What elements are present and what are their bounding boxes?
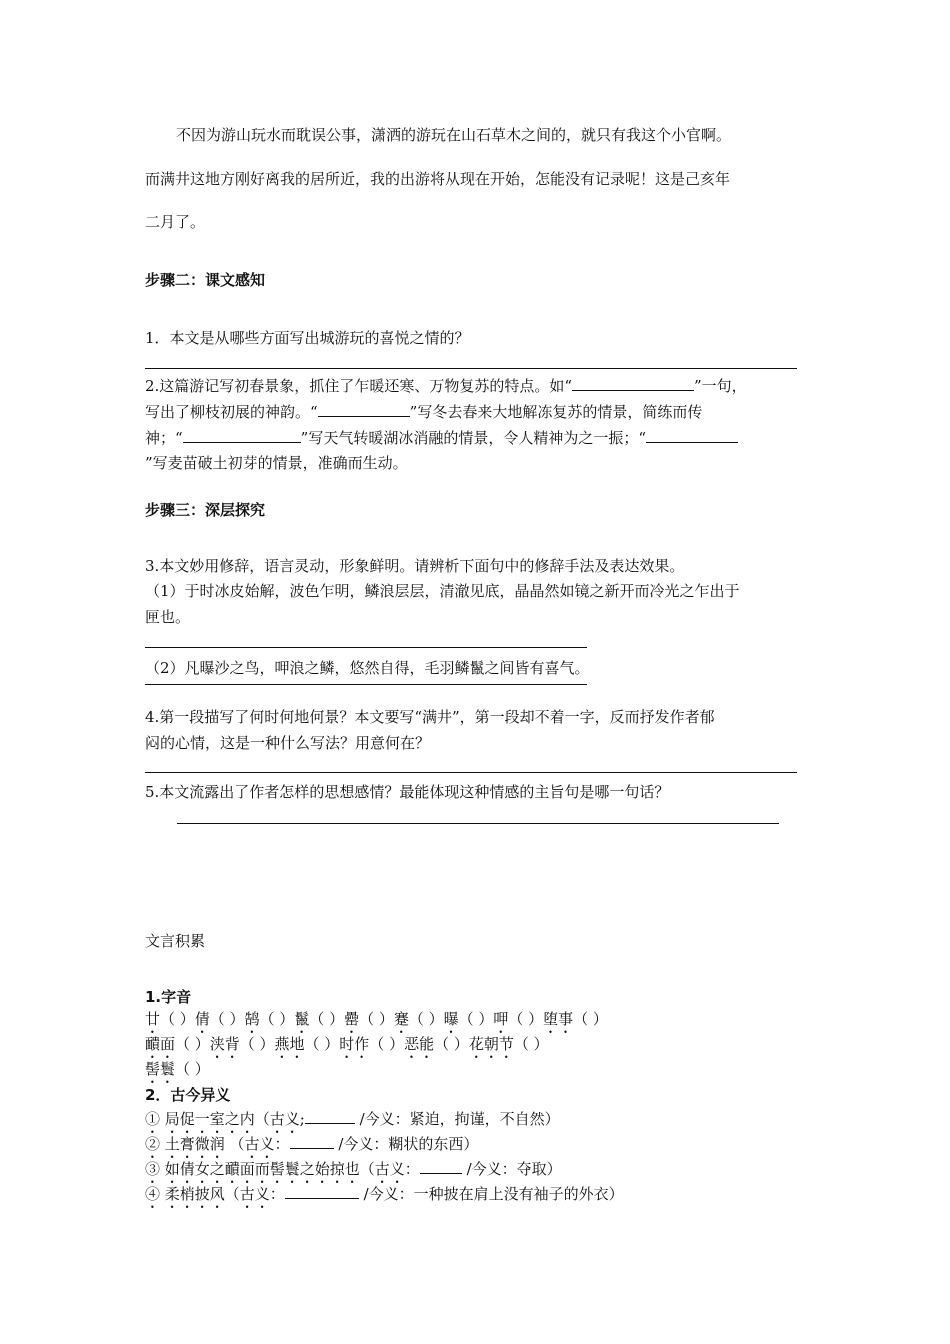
- q2-text-a: 2.这篇游记写初春景象，抓住了乍暖还寒、万物复苏的特点。如“: [145, 377, 572, 395]
- answer-line-q5[interactable]: [177, 823, 779, 824]
- answer-line-q3-1[interactable]: [145, 647, 587, 648]
- q2-text-d: ”写冬去春来大地解冻复苏的情景，简练而传: [409, 403, 703, 421]
- pronunciation-line-2: 靧面（ ）浃背（ ）燕地（ ）时作（ ）恶能（ ）花朝节（ ）: [145, 1035, 549, 1053]
- q2-text-e: 神；“: [145, 429, 183, 447]
- gujin-item-4: [145, 1183, 624, 1212]
- step3-heading: 步骤三：深层探究: [145, 501, 266, 519]
- gujin-heading: 2．古今异义: [145, 1086, 231, 1104]
- question-5: 5.本文流露出了作者怎样的思想感情？最能体现这种情感的主旨句是哪一句话？: [145, 783, 670, 801]
- answer-line-q3-2[interactable]: [145, 684, 587, 685]
- g4-text-a: ④ 柔梢披风（古义：: [145, 1185, 285, 1203]
- question-3-2: （2）凡曝沙之鸟，呷浪之鳞，悠然自得，毛羽鳞鬣之间皆有喜气。: [145, 659, 590, 677]
- question-1: 1．本文是从哪些方面写出城游玩的喜悦之情的？: [145, 329, 470, 347]
- q2-blank-3[interactable]: [183, 427, 301, 443]
- answer-line-q1[interactable]: [145, 368, 797, 369]
- q2-blank-1[interactable]: [572, 375, 694, 391]
- question-2-line-4: ”写麦苗破土初芽的情景，准确而生动。: [145, 454, 408, 472]
- g3-text-b: /今义：夺取）: [466, 1160, 562, 1178]
- g1-text-b: /今义：紧迫，拘谨，不自然）: [359, 1110, 560, 1128]
- translation-line-1: 不因为游山玩水而耽误公事，潇洒的游玩在山石草木之间的，就只有我这个小官啊。: [176, 126, 732, 144]
- question-2-line-1: [145, 375, 747, 396]
- q2-text-b: ”一句，: [693, 377, 747, 395]
- question-4-line-2: 闷的心情，这是一种什么写法？用意何在？: [145, 734, 431, 752]
- translation-line-2: 而满井这地方刚好离我的居所近，我的出游将从现在开始，怎能没有记录呢！这是己亥年: [145, 170, 731, 188]
- g1-text-a: ① 局促一室之内（古义;: [145, 1110, 305, 1128]
- translation-line-3: 二月了。: [145, 213, 206, 231]
- g2-blank[interactable]: [290, 1133, 334, 1149]
- q2-blank-2[interactable]: [318, 401, 410, 417]
- answer-line-q4[interactable]: [145, 772, 797, 773]
- wenyan-heading: 文言积累: [145, 932, 206, 950]
- g4-text-b: /今义：一种披在肩上没有袖子的外衣）: [363, 1185, 624, 1203]
- g1-blank[interactable]: [305, 1108, 355, 1124]
- question-2-line-2: [145, 401, 702, 422]
- question-4-line-1: 4.第一段描写了何时何地何景？本文要写“满井”，第一段却不着一字，反而抒发作者郁: [145, 708, 715, 726]
- g2-text-a: ② 土膏微润 （古义：: [145, 1135, 290, 1153]
- question-3-1-line-2: 匣也。: [145, 608, 191, 626]
- q2-blank-4[interactable]: [646, 427, 738, 443]
- question-2-line-3: [145, 427, 738, 448]
- pronunciation-line-3: 髻鬟（ ）: [145, 1060, 210, 1078]
- pronunciation-heading: 1.字音: [145, 988, 192, 1006]
- pronunciation-line-1: 廿（ ）倩（ ）鹄（ ）鬣（ ）罍（ ）蹇（ ）曝（ ）呷（ ）堕事（ ）: [145, 1010, 608, 1028]
- q2-text-c: 写出了柳枝初展的神韵。“: [145, 403, 318, 421]
- question-3-1-line-1: （1）于时冰皮始解，波色乍明，鳞浪层层，清澈见底，晶晶然如镜之新开而冷光之乍出于: [145, 582, 740, 600]
- g4-blank[interactable]: [285, 1183, 359, 1199]
- q2-text-f: ”写天气转暖湖冰消融的情景，令人精神为之一振；“: [300, 429, 647, 447]
- g2-text-b: /今义：糊状的东西）: [338, 1135, 479, 1153]
- question-3: 3.本文妙用修辞，语言灵动，形象鲜明。请辨析下面句中的修辞手法及表达效果。: [145, 557, 685, 575]
- step2-heading: 步骤二：课文感知: [145, 271, 266, 289]
- g3-text-a: ③ 如倩女之靧面而髻鬟之始掠也（古义：: [145, 1160, 420, 1178]
- g3-blank[interactable]: [420, 1158, 462, 1174]
